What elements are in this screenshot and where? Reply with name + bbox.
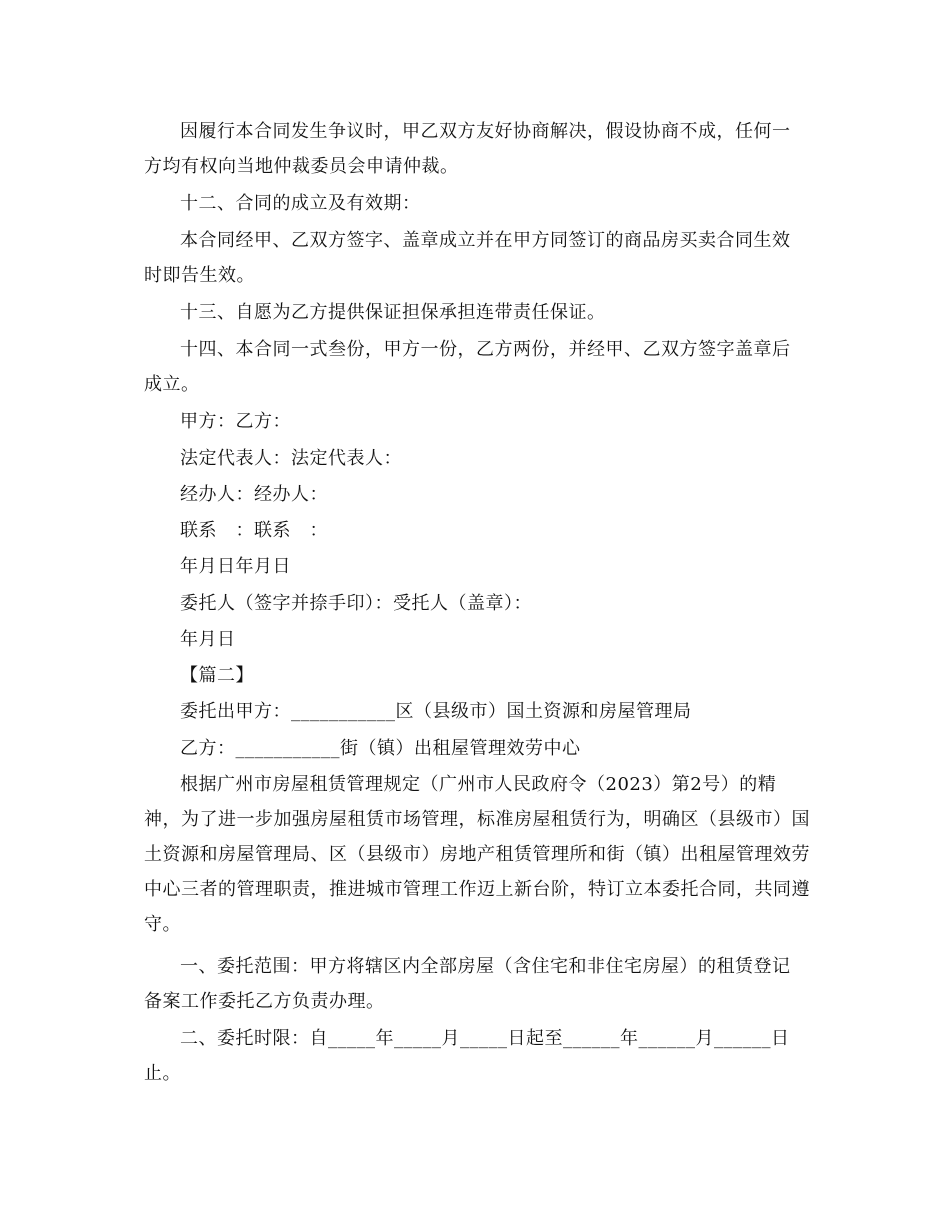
signature-date: 年月日年月日: [180, 556, 291, 577]
party-b-line: 乙方：___________街（镇）出租屋管理效劳中心: [180, 738, 581, 759]
signature-handler: 经办人：经办人：: [180, 484, 328, 505]
signature-date-single: 年月日: [180, 629, 236, 650]
signature-parties: 甲方：乙方：: [180, 411, 291, 432]
paragraph-scope: 一、委托范围：甲方将辖区内全部房屋（含住宅和非住宅房屋）的租赁登记备案工作委托乙方负责办理。: [144, 956, 791, 1012]
section-title-part-two: 【篇二】: [180, 665, 254, 686]
paragraph-basis: 根据广州市房屋租赁管理规定（广州市人民政府令（2023）第2号）的精神，为了进一步加强房屋租赁市场管理，标准房屋租赁行为，明确区（县级市）国土资源和房屋管理局、区（县级市）房地产租赁管理所和街（镇）出租屋管理效劳中心三者的管理职责，推进城市管理工作迈上新台阶，特订立本委托合同，共同遵守。: [144, 774, 810, 935]
paragraph-section-14: 十四、本合同一式叁份，甲方一份，乙方两份，并经甲、乙双方签字盖章后成立。: [144, 339, 791, 395]
signature-contact: 联系 ：联系 ：: [180, 520, 328, 541]
paragraph-term: 二、委托时限：自_____年_____月_____日起至______年______月______日止。: [144, 1028, 790, 1084]
signature-principal-agent: 委托人（签字并捺手印）：受托人（盖章）：: [180, 593, 532, 614]
paragraph-contract-effective: 本合同经甲、乙双方签字、盖章成立并在甲方同签订的商品房买卖合同生效时即告生效。: [144, 230, 791, 286]
heading-section-13: 十三、自愿为乙方提供保证担保承担连带责任保证。: [180, 302, 606, 323]
party-a-line: 委托出甲方：___________区（县级市）国土资源和房屋管理局: [180, 701, 692, 722]
heading-section-12: 十二、合同的成立及有效期：: [180, 193, 421, 214]
signature-legal-representative: 法定代表人：法定代表人：: [180, 448, 402, 469]
paragraph-dispute-resolution: 因履行本合同发生争议时，甲乙双方友好协商解决，假设协商不成，任何一方均有权向当地仲裁委员会申请仲裁。: [144, 121, 791, 177]
